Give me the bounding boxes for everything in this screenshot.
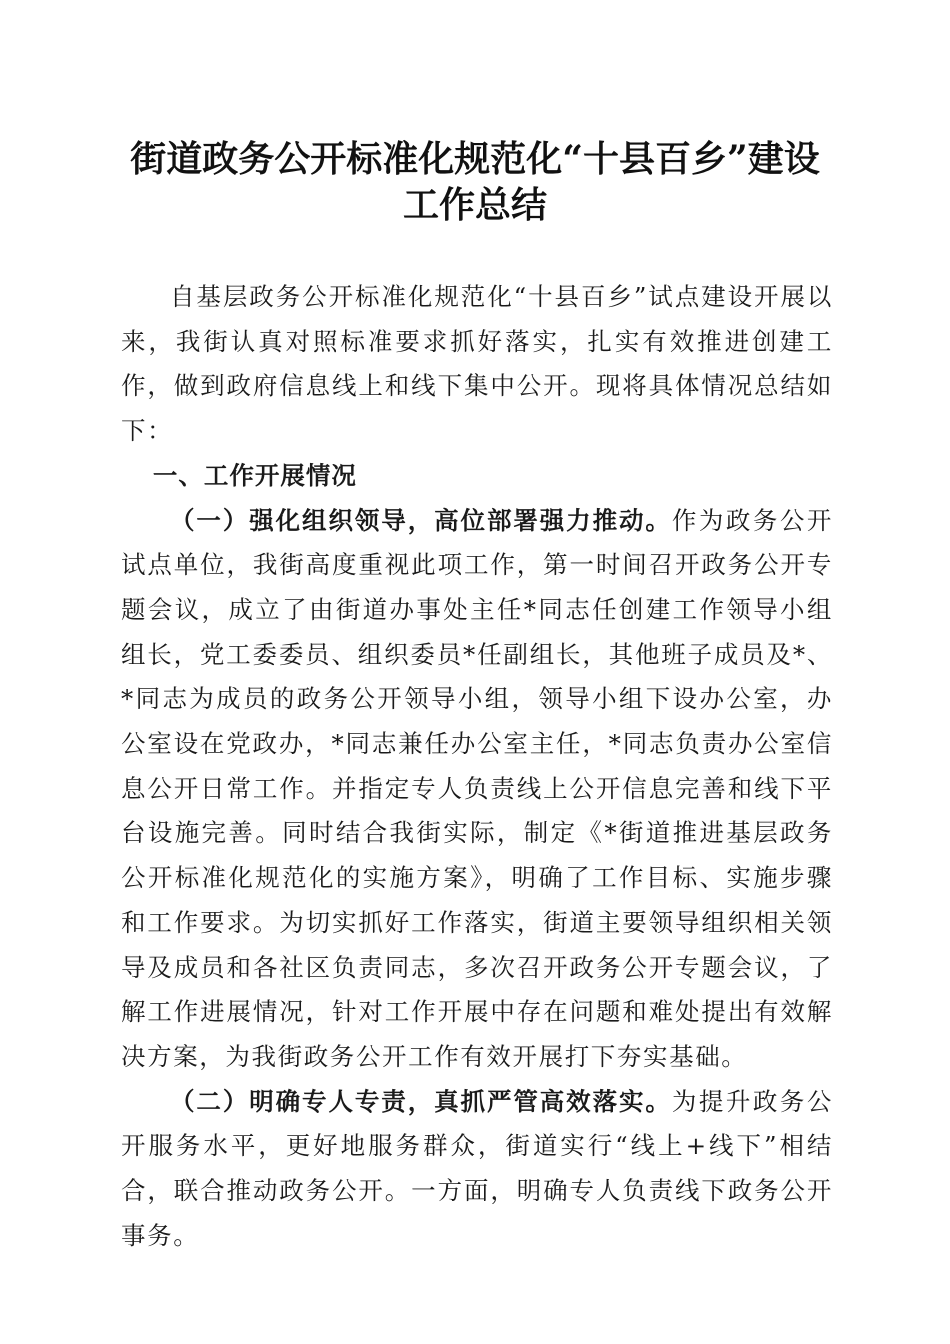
document-title-line-2: 工作总结 (402, 184, 547, 226)
paragraph-1-text: 作为政务公开试点单位，我街高度重视此项工作，第一时间召开政务公开专题会议，成立了由街道办事处主任*同志任创建工作领导小组组长，党工委委员、组织委员*任副组长，其他班子成员及*、*同志为成员的政务公开领导小组，领导小组下设办公室，办公室设在党政办，*同志兼任办公室主任，*同志负责办公室信息公开日常工作。并指定专人负责线上公开信息完善和线下平台设施完善。同时结合我街实际，制定《*街道推进基层政务公开标准化规范化的实施方案》，明确了工作目标、实施步骤和工作要求。为切实抓好工作落实，街道主要领导组织相关领导及成员和各社区负责同志，多次召开政务公开专题会议，了解工作进展情况，针对工作开展中存在问题和难处提出有效解决方案，为我街政务公开工作有效开展打下夯实基础。 (121, 505, 833, 1071)
intro-paragraph: 自基层政务公开标准化规范化“十县百乡”试点建设开展以来，我街认真对照标准要求抓好落实，扎实有效推进创建工作，做到政府信息线上和线下集中公开。现将具体情况总结如下： (121, 282, 833, 446)
paragraph-1 (121, 499, 833, 1080)
paragraph-2 (121, 1080, 833, 1259)
paragraph-2-lead: （二）明确专人专责，真抓严管高效落实。 (170, 1086, 672, 1116)
paragraph-1-lead: （一）强化组织领导，高位部署强力推动。 (170, 505, 672, 535)
document-title-line-1: 街道政务公开标准化规范化“十县百乡”建设 (130, 138, 820, 180)
document-body (121, 275, 833, 1258)
section-heading: 一、工作开展情况 (152, 460, 357, 490)
paragraph-2-text: 为提升政务公开服务水平，更好地服务群众，街道实行“线上+线下”相结合，联合推动政务公开。一方面，明确专人负责线下政务公开事务。 (121, 1086, 833, 1250)
